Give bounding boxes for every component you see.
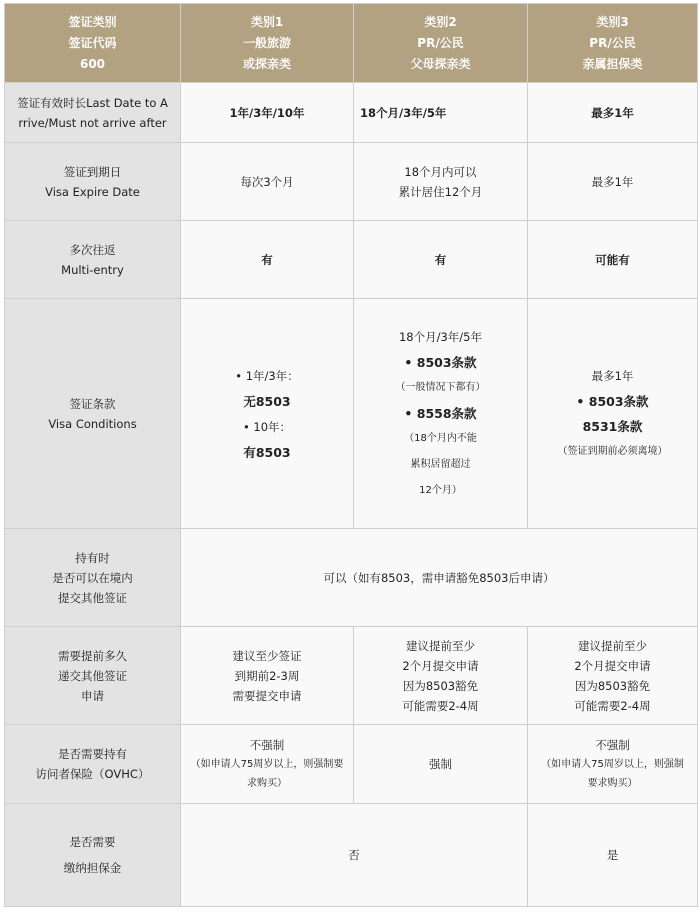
cell-conditions-cat2: 18个月/3年/5年 • 8503条款 （一般情况下都有） • 8558条款 （18个月内不能 累积居留超过 12个月） (354, 299, 528, 529)
cell-last-date-cat1: 1年/3年/10年 (181, 83, 354, 143)
row-insurance (5, 725, 698, 804)
row-label-bond: 是否需要 缴纳担保金 (5, 804, 181, 907)
visa-comparison-table (4, 3, 698, 907)
cell-last-date-cat3: 最多1年 (528, 83, 698, 143)
cell-insurance-cat1: 不强制 （如申请人75周岁以上，则强制要 求购买） (181, 725, 354, 804)
row-label-conditions: 签证条款 Visa Conditions (5, 299, 181, 529)
row-conditions (5, 299, 698, 529)
cell-last-date-cat2: 18个月/3年/5年 (354, 83, 528, 143)
cell-conditions-cat1: • 1年/3年： 无8503 • 10年： 有8503 (181, 299, 354, 529)
header-visa-type: 签证类别 签证代码 600 (5, 4, 181, 83)
cell-bond-cat3: 是 (528, 804, 698, 907)
cell-multi-cat1: 有 (181, 221, 354, 299)
header-category-2: 类别2 PR/公民 父母探亲类 (354, 4, 528, 83)
cell-multi-cat3: 可能有 (528, 221, 698, 299)
header-category-3: 类别3 PR/公民 亲属担保类 (528, 4, 698, 83)
row-label-last-date: 签证有效时长Last Date to A rrive/Must not arrive after (5, 83, 181, 143)
row-last-date (5, 83, 698, 143)
row-label-onshore: 持有时 是否可以在境内 提交其他签证 (5, 529, 181, 627)
cell-insurance-cat2: 强制 (354, 725, 528, 804)
row-label-expire-date: 签证到期日 Visa Expire Date (5, 143, 181, 221)
row-multi-entry (5, 221, 698, 299)
cell-bond-cat1-2: 否 (181, 804, 528, 907)
cell-insurance-cat3: 不强制 （如申请人75周岁以上，则强制 要求购买） (528, 725, 698, 804)
cell-advance-cat3: 建议提前至少 2个月提交申请 因为8503豁免 可能需要2-4周 (528, 627, 698, 725)
header-row (5, 4, 698, 83)
cell-expire-cat2: 18个月内可以 累计居住12个月 (354, 143, 528, 221)
cell-onshore-all: 可以（如有8503，需申请豁免8503后申请） (181, 529, 698, 627)
row-onshore-application (5, 529, 698, 627)
cell-conditions-cat3: 最多1年 • 8503条款 8531条款 （签证到期前必须离境） (528, 299, 698, 529)
header-category-1: 类别1 一般旅游 或探亲类 (181, 4, 354, 83)
row-label-multi-entry: 多次往返 Multi-entry (5, 221, 181, 299)
cell-advance-cat1: 建议至少签证 到期前2-3周 需要提交申请 (181, 627, 354, 725)
cell-expire-cat1: 每次3个月 (181, 143, 354, 221)
row-label-insurance: 是否需要持有 访问者保险（OVHC） (5, 725, 181, 804)
row-advance-time (5, 627, 698, 725)
row-expire-date (5, 143, 698, 221)
cell-expire-cat3: 最多1年 (528, 143, 698, 221)
row-bond (5, 804, 698, 907)
cell-multi-cat2: 有 (354, 221, 528, 299)
row-label-advance: 需要提前多久 递交其他签证 申请 (5, 627, 181, 725)
cell-advance-cat2: 建议提前至少 2个月提交申请 因为8503豁免 可能需要2-4周 (354, 627, 528, 725)
